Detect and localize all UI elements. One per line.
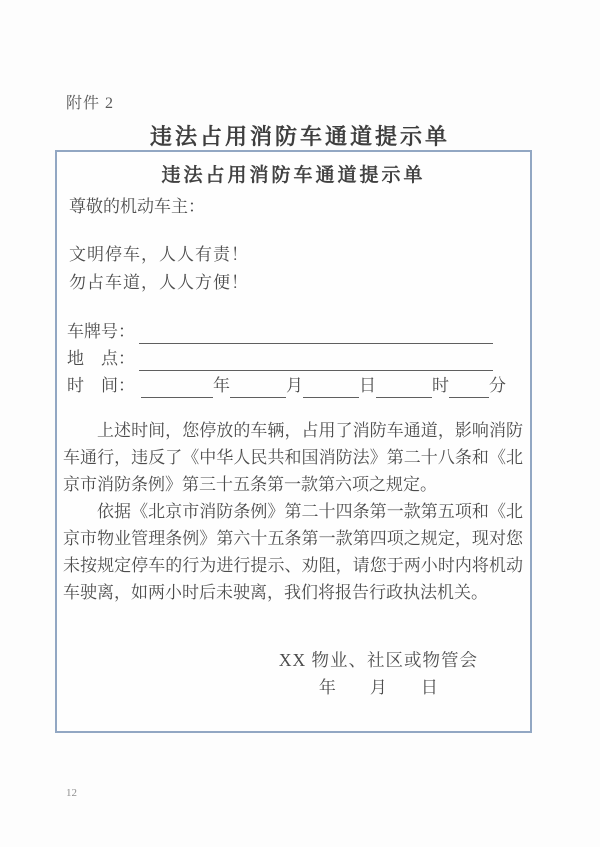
signature-organization: XX 物业、社区或物管会 [278,650,478,670]
form-fields [67,317,530,398]
notice-box [55,150,532,733]
signature-block [279,647,478,701]
plate-field-blank [139,322,493,344]
notice-paragraph: 上述时间，您停放的车辆，占用了消防车通道，影响消防车通行，违反了《中华人民共和国消防法》第二十八条和《北京市消防条例》第三十五条第一款第六项之规定。 [63,421,523,494]
plate-field-label: 车牌号： [67,322,135,341]
attachment-label: 附件 2 [66,95,115,112]
location-field-blank [139,349,493,371]
location-field-row [67,344,530,371]
slogan-block [69,241,516,297]
slogan-line: 勿占车道，人人方便！ [69,273,249,292]
notice-body [63,417,523,606]
time-month-blank [230,376,286,398]
time-unit-day: 日 [359,376,376,395]
notice-paragraph: 依据《北京市消防条例》第二十四条第一款第五项和《北京市物业管理条例》第六十五条第一款第四项之规定，现对您未按规定停车的行为进行提示、劝阻，请您于两小时内将机动车驶离，如两小时后未驶离，我们将报告行政执法机关。 [63,502,523,602]
time-field-row [67,371,530,398]
time-day-blank [303,376,359,398]
time-unit-hour: 时 [432,376,449,395]
time-minute-blank [449,376,489,398]
page-title: 违法占用消防车通道提示单 [149,124,450,149]
time-unit-month: 月 [286,376,303,395]
location-field-label: 地 点： [67,349,135,368]
time-hour-blank [376,376,432,398]
signature-date-line: 年 月 日 [318,678,438,697]
page-number: 12 [66,787,77,799]
salutation: 尊敬的机动车主： [69,197,205,216]
plate-field-row [67,317,530,344]
time-unit-year: 年 [213,376,230,395]
notice-box-title: 违法占用消防车通道提示单 [161,165,426,186]
time-year-blank [141,376,213,398]
time-unit-minute: 分 [489,376,506,395]
slogan-line: 文明停车，人人有责！ [69,245,249,264]
time-field-label: 时 间： [67,376,135,395]
